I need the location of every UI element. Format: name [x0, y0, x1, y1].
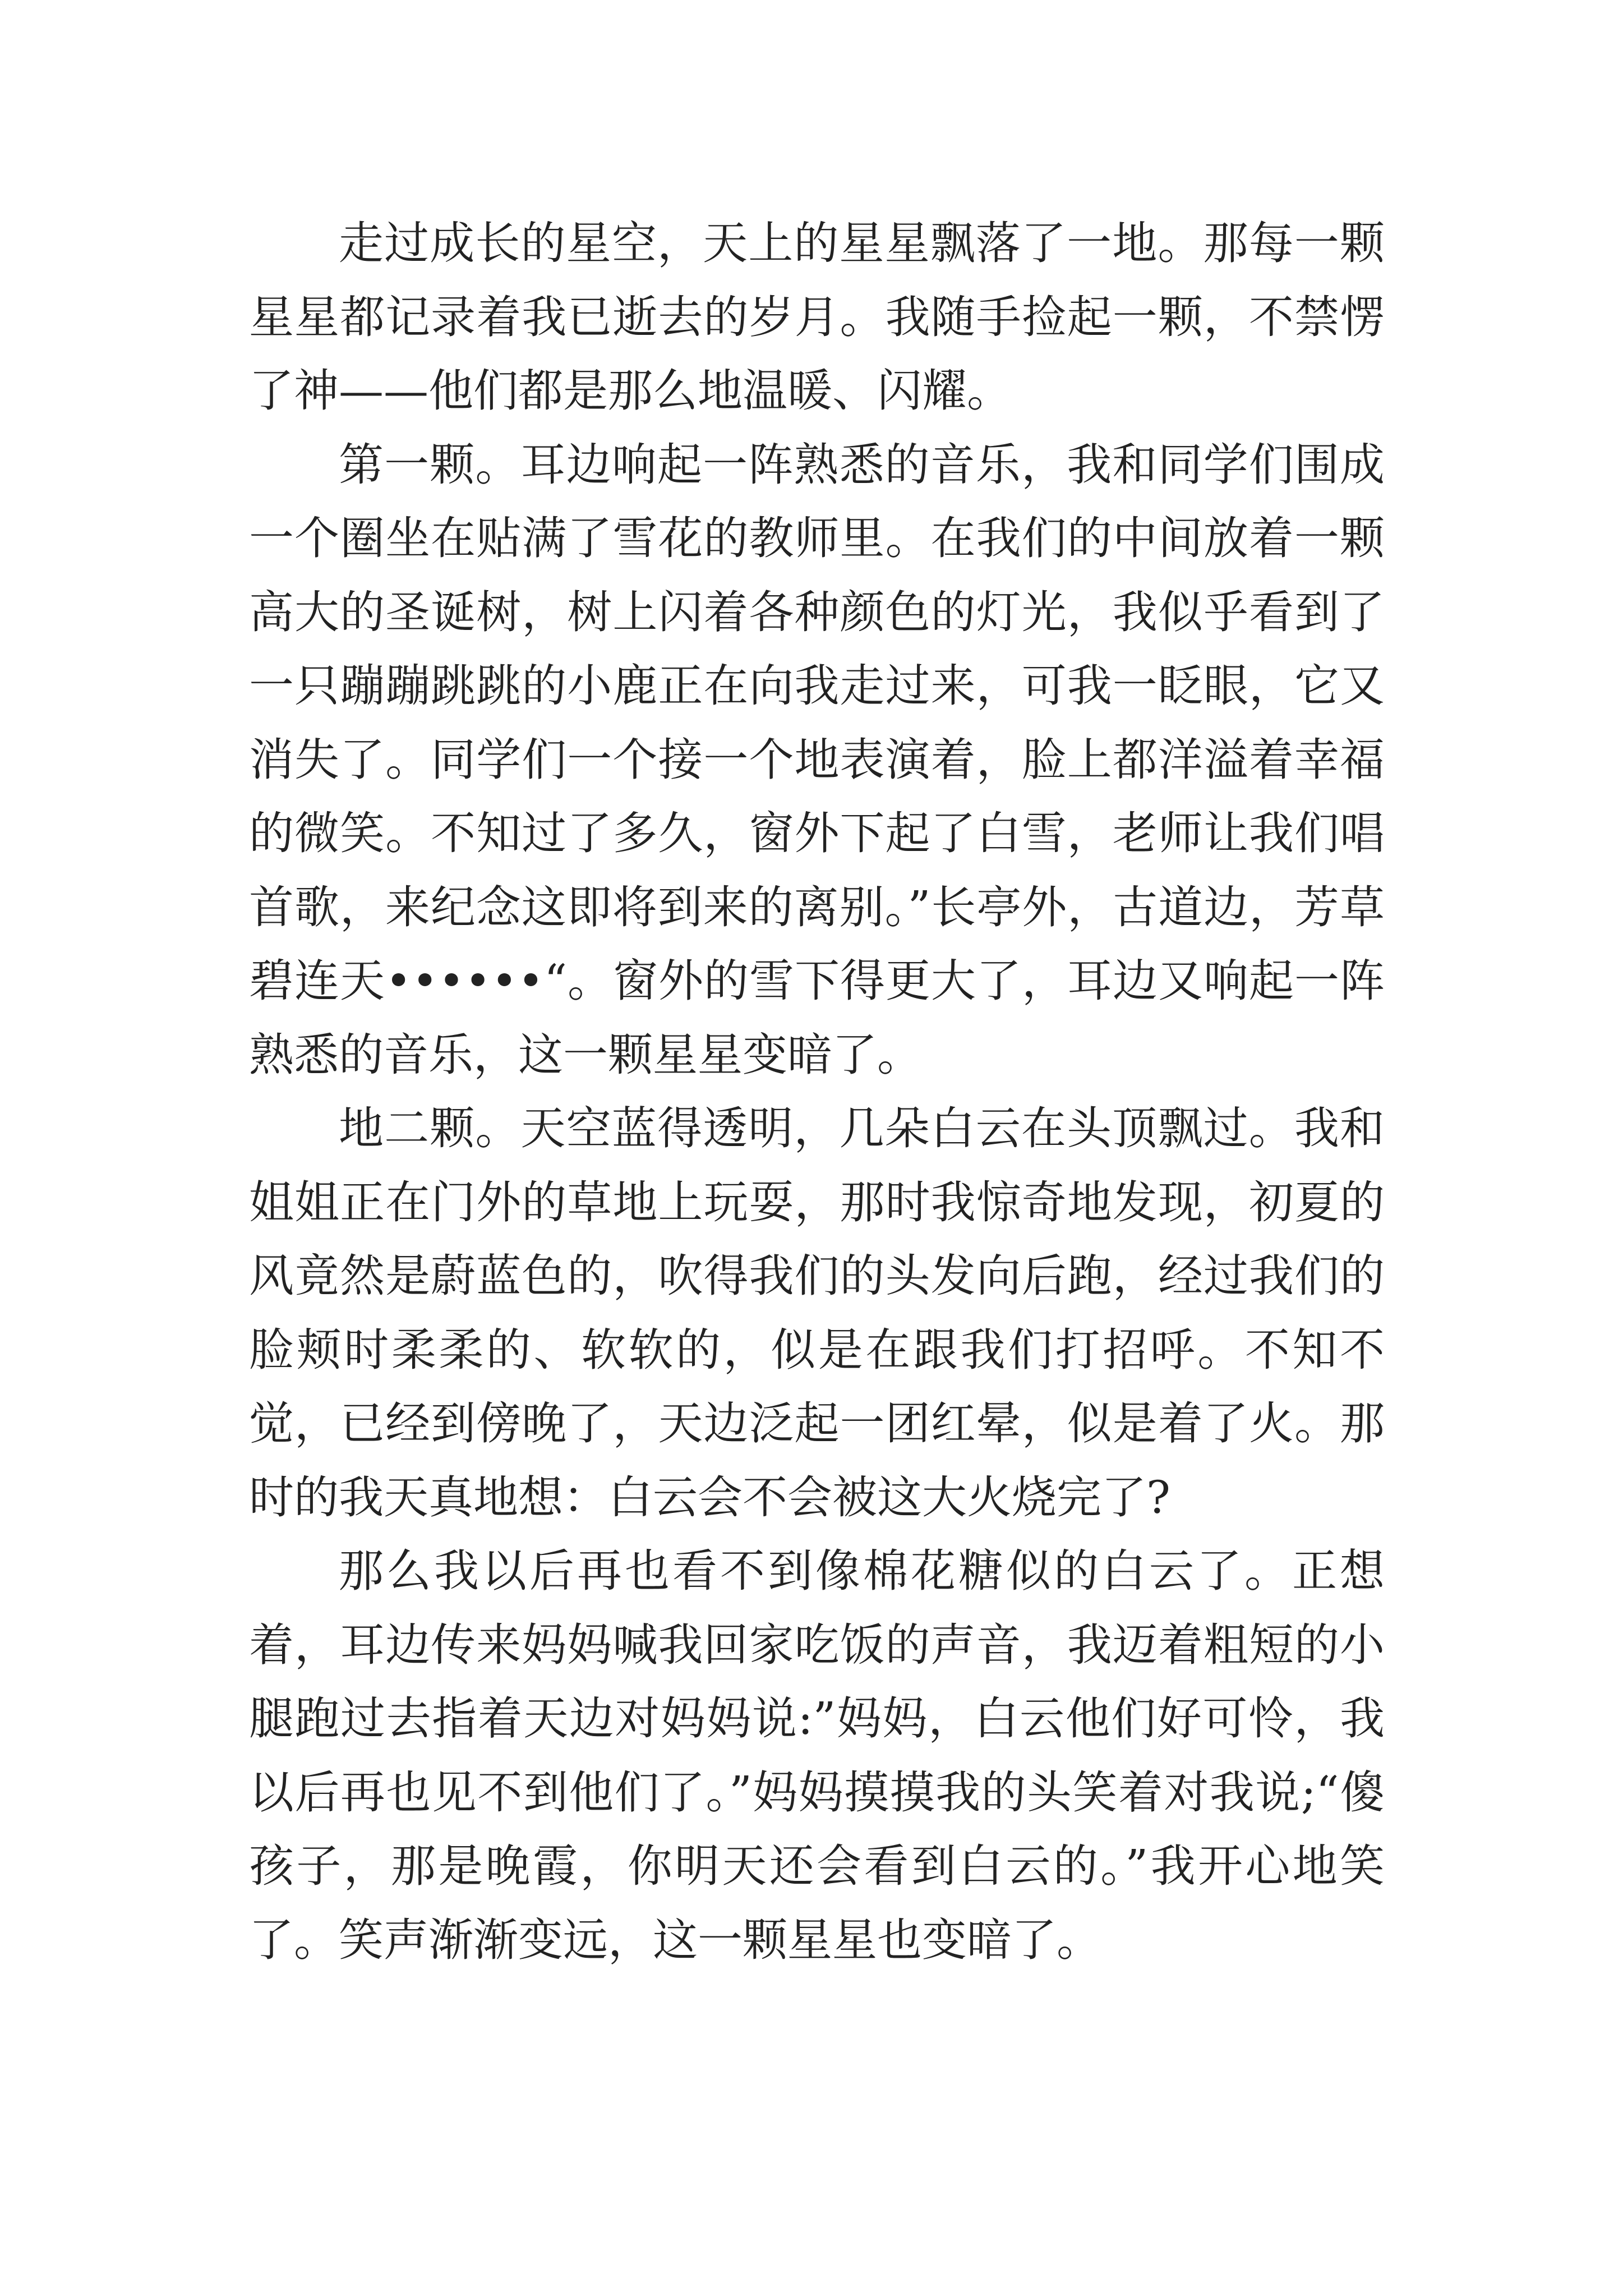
paragraph-2: 第一颗。耳边响起一阵熟悉的音乐，我和同学们围成一个圈坐在贴满了雪花的教师里。在我们的中间放着一颗高大的圣诞树，树上闪着各种颜色的灯光，我似乎看到了一只蹦蹦跳跳的小鹿正在向我走过来，可我一眨眼，它又消失了。同学们一个接一个地表演着，脸上都洋溢着幸福的微笑。不知过了多久，窗外下起了白雪，老师让我们唱首歌，来纪念这即将到来的离别。”长亭外，古道边，芳草碧连天••••••“。窗外的雪下得更大了，耳边又响起一阵熟悉的音乐，这一颗星星变暗了。 [249, 438, 1385, 1081]
paragraph-1: 走过成长的星空，天上的星星飘落了一地。那每一颗星星都记录着我已逝去的岁月。我随手捡起一颗，不禁愣了神——他们都是那么地温暖、闪耀。 [249, 217, 1385, 417]
paragraph-4: 那么我以后再也看不到像棉花糖似的白云了。正想着，耳边传来妈妈喊我回家吃饭的声音，我迈着粗短的小腿跑过去指着天边对妈妈说:”妈妈，白云他们好可怜，我以后再也见不到他们了。”妈妈摸摸我的头笑着对我说;“傻孩子，那是晚霞，你明天还会看到白云的。”我开心地笑了。笑声渐渐变远，这一颗星星也变暗了。 [249, 1545, 1385, 1966]
document-body [249, 206, 1385, 1977]
paragraph-3: 地二颗。天空蓝得透明，几朵白云在头顶飘过。我和姐姐正在门外的草地上玩耍，那时我惊奇地发现，初夏的风竟然是蔚蓝色的，吹得我们的头发向后跑，经过我们的脸颊时柔柔的、软软的，似是在跟我们打招呼。不知不觉，已经到傍晚了，天边泛起一团红晕，似是着了火。那时的我天真地想：白云会不会被这大火烧完了? [249, 1102, 1385, 1524]
